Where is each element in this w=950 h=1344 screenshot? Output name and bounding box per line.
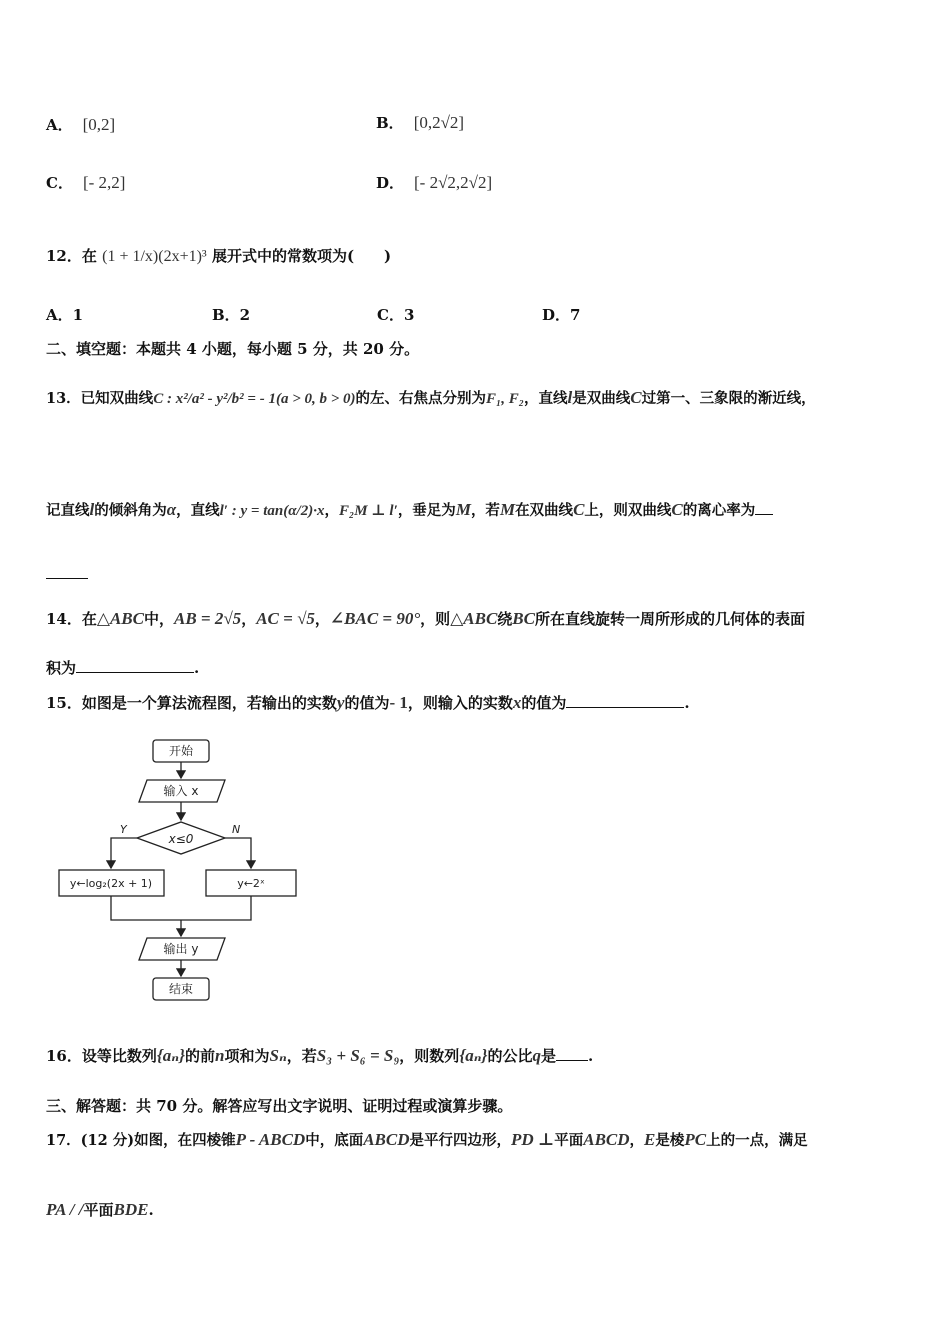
q12-expression: (1 + 1/x)(2x+1)³ [102, 248, 207, 265]
q12-option-b: B．2 [212, 306, 251, 324]
q17-plane-bde: BDE [113, 1200, 149, 1219]
q12-option-c: C．3 [377, 306, 415, 324]
text: . [148, 1201, 154, 1219]
q12-number: 12．在 [46, 247, 97, 265]
q11-option-a [46, 114, 115, 135]
q17-plane: ABCD [583, 1130, 630, 1149]
text: ， [629, 1132, 645, 1149]
option-label: A． [46, 116, 73, 134]
option-label: C． [46, 174, 73, 192]
flow-no-label: N [232, 823, 241, 836]
section-2-heading: 二、填空题：本题共 4 小题，每小题 5 分，共 20 分。 [46, 340, 420, 358]
q16-stem [46, 1046, 593, 1066]
text: 中，底面 [305, 1132, 364, 1149]
q15-stem [46, 693, 690, 713]
text: ，若 [286, 1047, 317, 1065]
text: . [587, 1047, 594, 1065]
q17-edge-pc: PC [684, 1130, 707, 1149]
text: . [194, 659, 200, 677]
q13-line-1 [46, 388, 816, 409]
text: ，则数列 [399, 1047, 460, 1065]
text: 中， [143, 610, 174, 628]
q12-option-d: D．7 [542, 306, 581, 324]
text: ， [241, 610, 257, 628]
q16-sequence: {aₙ} [459, 1046, 488, 1065]
text: ，直线 [524, 390, 568, 407]
text: ，直线 [176, 502, 220, 519]
q13-answer-blank-continued [46, 578, 88, 579]
q17-line-1 [46, 1130, 808, 1151]
q14-bc: BC [512, 609, 535, 628]
text: 项和为 [224, 1047, 270, 1065]
q12-tail: 展开式中的常数项为( ) [211, 247, 392, 265]
q17-pd-perp: PD ⊥ [511, 1130, 555, 1149]
text: ，则 [420, 610, 451, 628]
text: 的值为 [344, 694, 390, 712]
q13-foci: F₁, F₂ [486, 391, 525, 407]
q14-triangle: △ABC [450, 609, 498, 628]
option-value: [- 2,2] [82, 173, 126, 192]
text: 上的一点，满足 [706, 1132, 808, 1149]
text: 的离心率为 [682, 502, 756, 519]
text: 绕 [497, 610, 513, 628]
option-value: [0,2√2] [413, 113, 465, 132]
flow-left-label: y←log₂(2x + 1) [69, 877, 153, 890]
q13-point-m: M [455, 500, 471, 519]
text: . [684, 694, 690, 712]
text: 14．在 [46, 610, 97, 628]
text: 是 [540, 1047, 556, 1065]
q12-stem [46, 246, 391, 267]
q13-curve-c: C [630, 388, 642, 407]
q14-line-1 [46, 609, 805, 629]
option-label: B． [376, 114, 404, 132]
q13-alpha: α [166, 500, 177, 519]
q17-pyramid: P - ABCD [235, 1130, 306, 1149]
text: ，垂足为 [397, 502, 456, 519]
q15-var-x: x [512, 693, 522, 712]
q13-line-l: l [567, 388, 573, 407]
flow-end-label: 结束 [168, 982, 194, 996]
text: 在双曲线 [515, 502, 574, 519]
q13-line-l: l [89, 500, 95, 519]
q17-line-2 [46, 1200, 154, 1220]
text: 是棱 [655, 1132, 685, 1149]
text: 的前 [185, 1047, 216, 1065]
q13-curve-c: C [573, 500, 585, 519]
q13-perpendicular: F₂M ⊥ l′ [338, 503, 398, 519]
option-value: [- 2√2,2√2] [414, 173, 493, 192]
text: 平面 [554, 1132, 584, 1149]
flow-start-label: 开始 [168, 744, 194, 758]
q17-point-e: E [644, 1130, 656, 1149]
q16-equation: S₃ + S₆ = S₉ [316, 1046, 400, 1065]
q13-answer-blank [755, 500, 773, 515]
q16-var-n: n [215, 1046, 225, 1065]
q17-base: ABCD [363, 1130, 410, 1149]
text: ， [314, 610, 330, 628]
text: 17．(12 分)如图，在四棱锥 [46, 1132, 236, 1149]
text: 的倾斜角为 [94, 502, 167, 519]
text: 的值为 [521, 694, 567, 712]
flowchart [50, 735, 310, 1010]
text: ，若 [470, 502, 500, 519]
q12-option-a: A．1 [46, 306, 84, 324]
text: 平面 [83, 1201, 114, 1219]
q16-answer-blank [556, 1046, 588, 1061]
flow-output-label: 输出 y [163, 942, 199, 956]
text: 记直线 [46, 502, 90, 519]
q13-hyperbola-equation: C : x²/a² - y²/b² = - 1(a > 0, b > 0) [153, 391, 356, 407]
q15-var-y: y [336, 693, 345, 712]
q13-line-2 [46, 500, 773, 521]
option-value: [0,2] [82, 115, 116, 134]
q14-ab-length: AB = 2√5 [173, 609, 242, 628]
text: 的公比 [487, 1047, 533, 1065]
text: 16．设等比数列 [46, 1047, 157, 1065]
text: 是双曲线 [572, 390, 631, 407]
q14-line-2 [46, 658, 199, 678]
text: 15．如图是一个算法流程图，若输出的实数 [46, 694, 337, 712]
flow-right-label: y←2ˣ [237, 877, 265, 890]
text: 上，则双曲线 [584, 502, 672, 519]
text: 的左、右焦点分别为 [355, 390, 487, 407]
text: 13．已知双曲线 [46, 390, 154, 407]
q11-option-d [376, 172, 492, 193]
q17-pa-parallel: PA / / [46, 1200, 84, 1219]
text: ， [324, 502, 339, 519]
flow-input-label: 输入 x [163, 784, 199, 798]
text: 是平行四边形， [409, 1132, 511, 1149]
q14-angle: ∠BAC = 90° [329, 609, 421, 628]
q11-option-b [376, 112, 464, 133]
q16-var-q: q [532, 1046, 541, 1065]
q13-point-m: M [499, 500, 516, 519]
q13-line-l-prime: l′ : y = tan(α/2)·x [219, 503, 325, 519]
q16-sequence: {aₙ} [156, 1046, 185, 1065]
flow-yes-label: Y [120, 823, 127, 836]
section-3-heading: 三、解答题：共 70 分。解答应写出文字说明、证明过程或演算步骤。 [46, 1097, 513, 1115]
flow-condition-label: x≤0 [168, 832, 194, 846]
q15-answer-blank [566, 693, 684, 708]
q15-value: - 1 [389, 693, 408, 712]
q11-option-c [46, 172, 125, 193]
q14-ac-length: AC = √5 [256, 609, 315, 628]
text: 积为 [46, 659, 77, 677]
text: ，则输入的实数 [407, 694, 513, 712]
q14-triangle: △ABC [96, 609, 144, 628]
q16-sum: Sₙ [269, 1046, 287, 1065]
text: 所在直线旋转一周所形成的几何体的表面 [534, 610, 805, 628]
q14-answer-blank [76, 658, 194, 673]
q13-curve-c: C [671, 500, 683, 519]
text: 过第一、三象限的渐近线， [641, 390, 816, 407]
option-label: D． [376, 174, 405, 192]
